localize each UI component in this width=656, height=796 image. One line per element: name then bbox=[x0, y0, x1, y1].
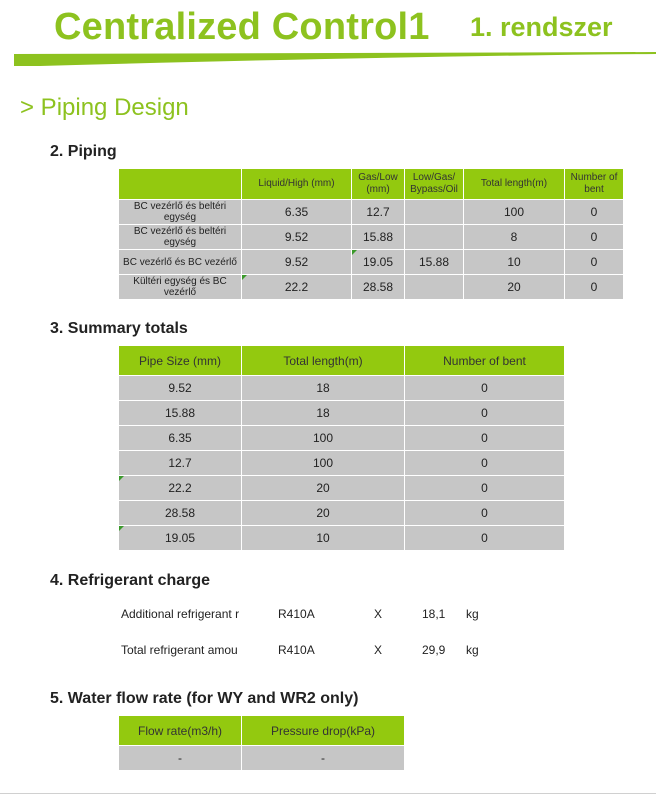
table-row bbox=[119, 426, 565, 451]
piping-gas: 19.05 bbox=[352, 250, 405, 275]
piping-row-label: Kültéri egység és BC vezérlő bbox=[119, 275, 242, 300]
refrigerant-multiplier: X bbox=[374, 643, 383, 657]
piping-bypass bbox=[405, 225, 464, 250]
summary-bent: 0 bbox=[405, 401, 565, 426]
piping-col-bent: Number of bent bbox=[565, 169, 624, 200]
piping-liquid: 6.35 bbox=[242, 200, 352, 225]
refrigerant-value: 18,1 bbox=[422, 607, 446, 621]
piping-bent: 0 bbox=[565, 200, 624, 225]
table-row bbox=[119, 200, 624, 225]
section-title: > Piping Design bbox=[20, 94, 189, 121]
piping-liquid: 9.52 bbox=[242, 225, 352, 250]
summary-length: 18 bbox=[242, 401, 405, 426]
piping-liquid: 9.52 bbox=[242, 250, 352, 275]
table-row bbox=[119, 250, 624, 275]
refrigerant-label: Total refrigerant amou bbox=[121, 643, 238, 657]
table-row bbox=[119, 401, 565, 426]
system-subtitle: 1. rendszer bbox=[470, 12, 613, 42]
summary-length: 20 bbox=[242, 501, 405, 526]
piping-bypass: 15.88 bbox=[405, 250, 464, 275]
piping-length: 8 bbox=[464, 225, 565, 250]
summary-size: 12.7 bbox=[119, 451, 242, 476]
piping-gas: 15.88 bbox=[352, 225, 405, 250]
piping-header-row bbox=[119, 169, 624, 200]
table-row bbox=[119, 376, 565, 401]
table-row bbox=[119, 501, 565, 526]
page-title: Centralized Control1 bbox=[54, 6, 430, 48]
summary-bent: 0 bbox=[405, 526, 565, 551]
piping-liquid: 22.2 bbox=[242, 275, 352, 300]
refrigerant-unit: kg bbox=[466, 643, 479, 657]
piping-bent: 0 bbox=[565, 250, 624, 275]
table-row bbox=[119, 275, 624, 300]
table-row bbox=[119, 225, 624, 250]
summary-heading: 3. Summary totals bbox=[50, 320, 188, 337]
water-col-pressure: Pressure drop(kPa) bbox=[242, 716, 405, 746]
water-col-flow: Flow rate(m3/h) bbox=[119, 716, 242, 746]
summary-size: 9.52 bbox=[119, 376, 242, 401]
summary-bent: 0 bbox=[405, 426, 565, 451]
refrigerant-row bbox=[0, 607, 656, 623]
summary-col-size: Pipe Size (mm) bbox=[119, 346, 242, 376]
summary-size: 28.58 bbox=[119, 501, 242, 526]
summary-header-row bbox=[119, 346, 565, 376]
water-header-row bbox=[119, 716, 405, 746]
water-table bbox=[118, 715, 405, 771]
summary-length: 100 bbox=[242, 426, 405, 451]
summary-size: 15.88 bbox=[119, 401, 242, 426]
summary-col-length: Total length(m) bbox=[242, 346, 405, 376]
footer-divider bbox=[0, 793, 656, 794]
refrigerant-heading: 4. Refrigerant charge bbox=[50, 572, 211, 589]
piping-col-liquid: Liquid/High (mm) bbox=[242, 169, 352, 200]
piping-length: 20 bbox=[464, 275, 565, 300]
refrigerant-multiplier: X bbox=[374, 607, 383, 621]
refrigerant-type: R410A bbox=[278, 643, 315, 657]
table-row bbox=[119, 746, 405, 771]
summary-length: 18 bbox=[242, 376, 405, 401]
piping-row-label: BC vezérlő és beltéri egység bbox=[119, 225, 242, 250]
piping-gas: 28.58 bbox=[352, 275, 405, 300]
summary-bent: 0 bbox=[405, 451, 565, 476]
piping-length: 100 bbox=[464, 200, 565, 225]
piping-length: 10 bbox=[464, 250, 565, 275]
piping-col-label bbox=[119, 169, 242, 200]
summary-length: 100 bbox=[242, 451, 405, 476]
piping-bent: 0 bbox=[565, 275, 624, 300]
piping-col-gas: Gas/Low (mm) bbox=[352, 169, 405, 200]
table-row bbox=[119, 476, 565, 501]
piping-bent: 0 bbox=[565, 225, 624, 250]
summary-length: 20 bbox=[242, 476, 405, 501]
table-row bbox=[119, 526, 565, 551]
refrigerant-label: Additional refrigerant r bbox=[121, 607, 240, 621]
piping-bypass bbox=[405, 275, 464, 300]
summary-bent: 0 bbox=[405, 476, 565, 501]
piping-bypass bbox=[405, 200, 464, 225]
header-swoosh bbox=[0, 44, 656, 68]
refrigerant-unit: kg bbox=[466, 607, 479, 621]
refrigerant-type: R410A bbox=[278, 607, 315, 621]
piping-col-bypass: Low/Gas/ Bypass/Oil bbox=[405, 169, 464, 200]
summary-length: 10 bbox=[242, 526, 405, 551]
piping-row-label: BC vezérlő és BC vezérlő bbox=[119, 250, 242, 275]
refrigerant-row bbox=[0, 643, 656, 659]
piping-gas: 12.7 bbox=[352, 200, 405, 225]
piping-table bbox=[118, 168, 624, 300]
summary-bent: 0 bbox=[405, 501, 565, 526]
water-flow-value: - bbox=[119, 746, 242, 771]
water-heading: 5. Water flow rate (for WY and WR2 only) bbox=[50, 690, 359, 707]
summary-bent: 0 bbox=[405, 376, 565, 401]
table-row bbox=[119, 451, 565, 476]
piping-heading: 2. Piping bbox=[50, 143, 117, 160]
summary-table bbox=[118, 345, 565, 551]
refrigerant-value: 29,9 bbox=[422, 643, 446, 657]
piping-col-length: Total length(m) bbox=[464, 169, 565, 200]
summary-col-bent: Number of bent bbox=[405, 346, 565, 376]
summary-size: 22.2 bbox=[119, 476, 242, 501]
piping-row-label: BC vezérlő és beltéri egység bbox=[119, 200, 242, 225]
water-pressure-value: - bbox=[242, 746, 405, 771]
summary-size: 6.35 bbox=[119, 426, 242, 451]
summary-size: 19.05 bbox=[119, 526, 242, 551]
